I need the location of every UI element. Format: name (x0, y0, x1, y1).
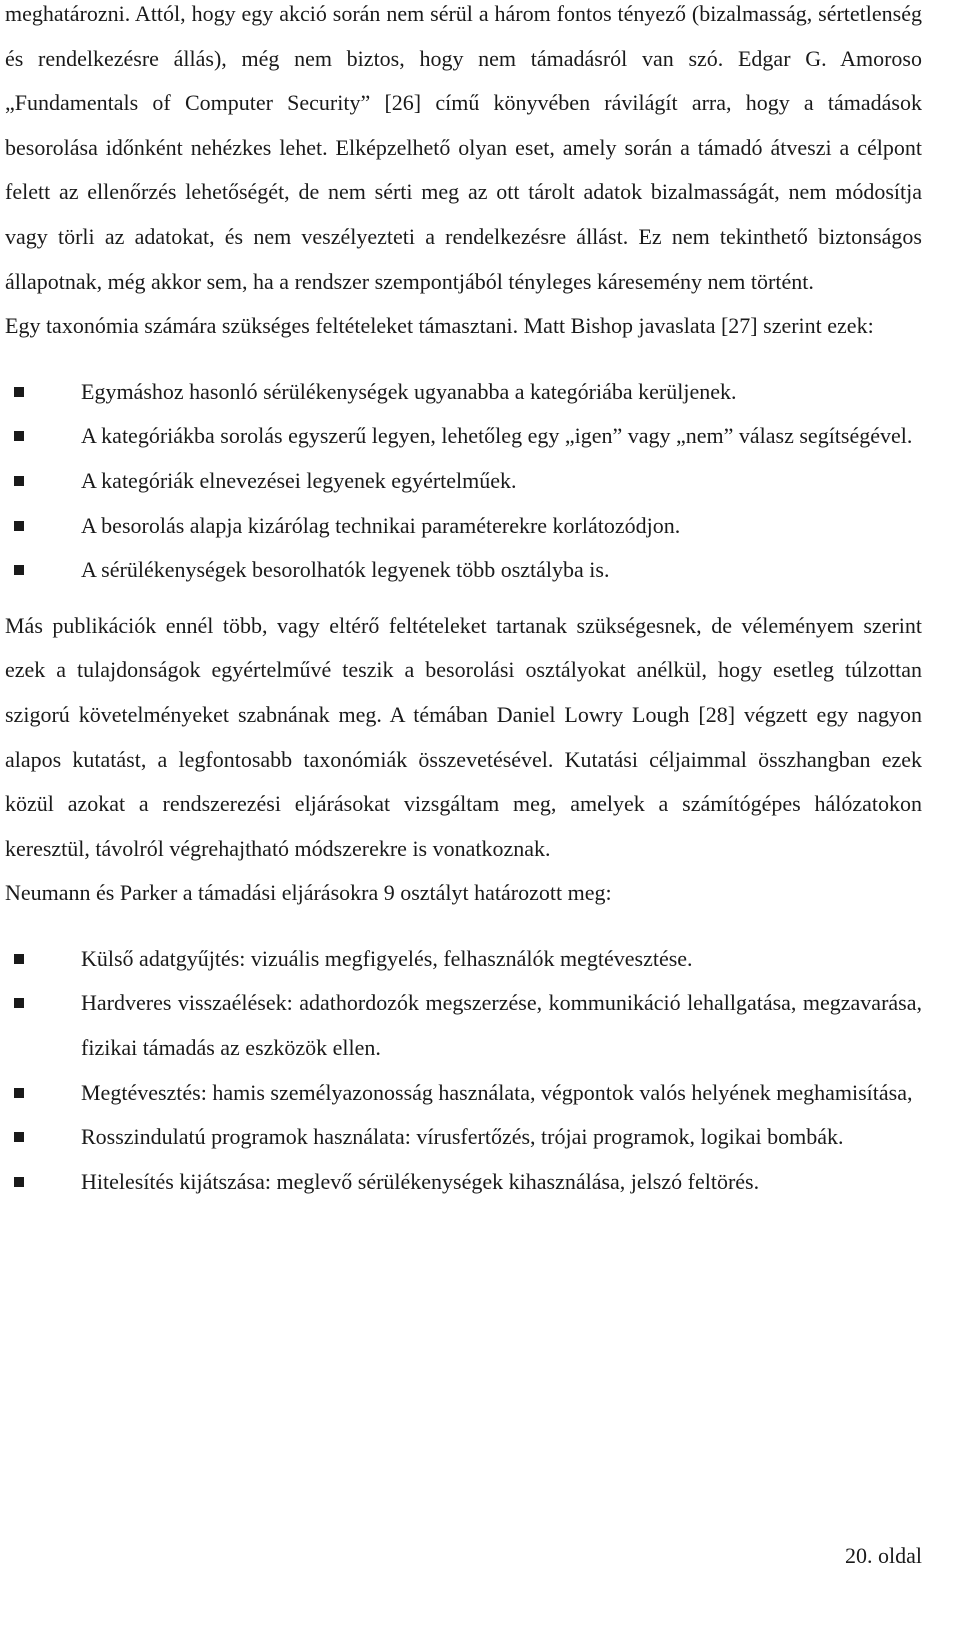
paragraph-neumann-parker: Neumann és Parker a támadási eljárásokra 9 osztályt határozott meg: (5, 880, 612, 906)
list-item: Külső adatgyűjtés: vizuális megfigyelés, felhasználók megtévesztése. (5, 937, 922, 982)
list-item: Hitelesítés kijátszása: meglevő sérülékenységek kihasználása, jelszó feltörés. (5, 1160, 922, 1205)
list-item: A kategóriák elnevezései legyenek egyértelműek. (5, 459, 922, 504)
list-item: Egymáshoz hasonló sérülékenységek ugyanabba a kategóriába kerüljenek. (5, 370, 922, 415)
square-bullet-icon (14, 387, 24, 397)
square-bullet-icon (14, 1177, 24, 1187)
square-bullet-icon (14, 476, 24, 486)
paragraph-other-publications: Más publikációk ennél több, vagy eltérő feltételeket tartanak szükségesnek, de véleményem szerint ezek a tulajdonságok egyértelművé teszik a besorolási osztályokat anélkül, hogy esetleg túlzottan szigorú követelményeket szabnának meg. A témában Daniel Lowry Lough [28] végzett egy nagyon alapos kutatást, a legfontosabb taxonómiák összevetésével. Kutatási céljaimmal összhangban ezek közül azokat a rendszerezési eljárásokat vizsgáltam meg, amelyek a számítógépes hálózatokon keresztül, távolról végrehajtható módszerekre is vonatkoznak. (5, 612, 922, 861)
square-bullet-icon (14, 431, 24, 441)
list-item: Megtévesztés: hamis személyazonosság használata, végpontok valós helyének meghamisítása, (5, 1071, 922, 1116)
list-item: A sérülékenységek besorolhatók legyenek több osztályba is. (5, 548, 922, 593)
document-page (5, 0, 922, 1214)
list-item: Rosszindulatú programok használata: vírusfertőzés, trójai programok, logikai bombák. (5, 1115, 922, 1160)
paragraph-intro: meghatározni. Attól, hogy egy akció során nem sérül a három fontos tényező (bizalmasság, sértetlenség és rendelkezésre állás), még nem biztos, hogy nem támadásról van szó. Edgar G. Amoroso „Fundamentals of Computer Security” [26] című könyvében rávilágít arra, hogy a támadások besorolása időnként nehézkes lehet. Elképzelhető olyan eset, amely során a támadó átveszi a célpont felett az ellenőrzés lehetőségét, de nem sérti meg az ott tárolt adatok bizalmasságát, nem módosítja vagy törli az adatokat, és nem veszélyezteti a rendelkezésre állást. Ez nem tekinthető biztonságos állapotnak, még akkor sem, ha a rendszer szempontjából tényleges káresemény nem történt. (5, 1, 922, 294)
attack-classes-list (5, 937, 922, 1205)
paragraph-taxonomy-requirements: Egy taxonómia számára szükséges feltételeket támasztani. Matt Bishop javaslata [27] szerint ezek: (5, 313, 874, 339)
square-bullet-icon (14, 954, 24, 964)
criteria-list (5, 370, 922, 593)
square-bullet-icon (14, 998, 24, 1008)
square-bullet-icon (14, 1132, 24, 1142)
square-bullet-icon (14, 565, 24, 575)
list-item: A kategóriákba sorolás egyszerű legyen, lehetőleg egy „igen” vagy „nem” válasz segítségével. (5, 414, 922, 459)
list-item: A besorolás alapja kizárólag technikai paraméterekre korlátozódjon. (5, 504, 922, 549)
list-item: Hardveres visszaélések: adathordozók megszerzése, kommunikáció lehallgatása, megzavarása, fizikai támadás az eszközök ellen. (5, 981, 922, 1070)
page-number: 20. oldal (845, 1543, 922, 1568)
square-bullet-icon (14, 521, 24, 531)
square-bullet-icon (14, 1088, 24, 1098)
